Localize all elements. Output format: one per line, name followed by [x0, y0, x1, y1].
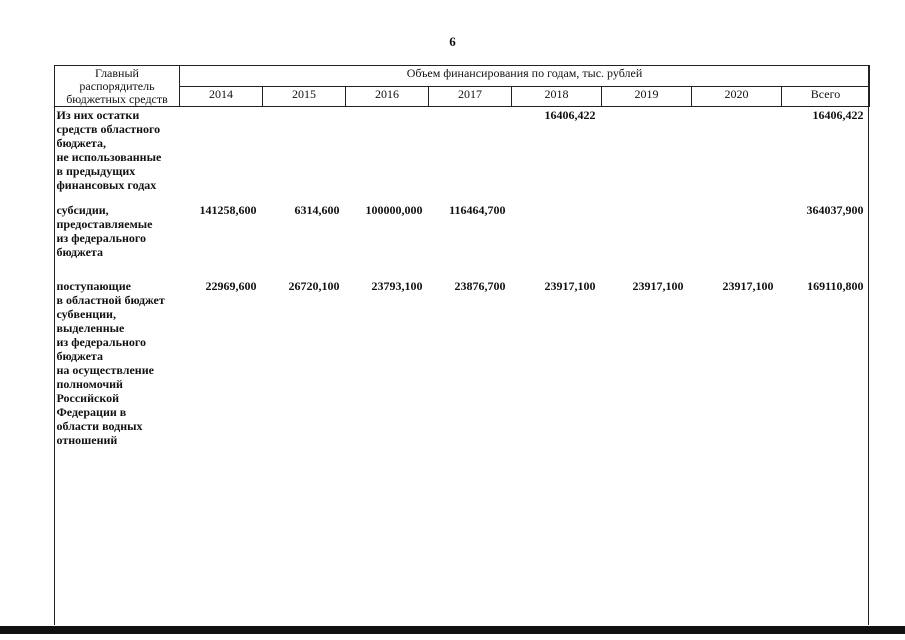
column-header-2016: 2016 [346, 86, 429, 107]
label-line: бюджета, [56, 136, 106, 150]
cell-2020 [692, 107, 782, 204]
label-line: предоставляемые [56, 217, 153, 231]
column-header-total: Всего [782, 86, 870, 107]
cell-2015: 6314,600 [294, 203, 340, 217]
cell-total: 169110,800 [807, 279, 864, 293]
label-line: бюджета [56, 245, 103, 259]
label-line: полномочий [56, 377, 123, 391]
row-label-federal-subventions [55, 279, 180, 447]
header-line: распорядитель [79, 79, 155, 93]
cell-2020: 23917,100 [722, 279, 774, 293]
label-line: выделенные [56, 321, 125, 335]
label-line: из федерального [56, 231, 147, 245]
label-line: Из них остатки [56, 108, 140, 122]
column-header-2018: 2018 [512, 86, 602, 107]
row-label-remaining-funds [55, 107, 180, 204]
page-number: 6 [449, 34, 456, 49]
cell-2016: 100000,000 [365, 203, 423, 217]
cell-2017: 23876,700 [454, 279, 506, 293]
cell-2016: 23793,100 [371, 279, 423, 293]
cell-2018: 16406,422 [544, 108, 596, 122]
cell-2015: 26720,100 [288, 279, 340, 293]
table-row [55, 279, 870, 447]
header-financing-volume: Объем финансирования по годам, тыс. рублей [180, 66, 870, 87]
column-header-2017: 2017 [429, 86, 512, 107]
label-line: не использованные [56, 150, 162, 164]
cell-2014: 141258,600 [199, 203, 257, 217]
table-row [55, 107, 870, 204]
label-line: отношений [56, 433, 118, 447]
header-main-distributor [55, 66, 180, 107]
cell-total: 364037,900 [806, 203, 864, 217]
cell-2018 [512, 203, 602, 279]
label-line: в предыдущих [56, 164, 136, 178]
cell-2017 [429, 107, 512, 204]
cell-2018: 23917,100 [544, 279, 596, 293]
cell-2020 [692, 203, 782, 279]
label-line: субвенции, [56, 307, 116, 321]
label-line: области водных [56, 419, 143, 433]
cell-2015 [263, 107, 346, 204]
column-header-2015: 2015 [263, 86, 346, 107]
header-line: Главный [95, 66, 139, 80]
row-label-federal-subsidies [55, 203, 180, 279]
cell-2019 [602, 203, 692, 279]
scan-bottom-edge [0, 626, 905, 634]
label-line: поступающие [56, 279, 131, 293]
cell-2019 [602, 107, 692, 204]
column-header-2019: 2019 [602, 86, 692, 107]
cell-2014: 22969,600 [205, 279, 257, 293]
label-line: Российской [56, 391, 120, 405]
label-line: средств областного [56, 122, 161, 136]
label-line: в областной бюджет [56, 293, 165, 307]
column-header-2020: 2020 [692, 86, 782, 107]
table-row [55, 203, 870, 279]
cell-2014 [180, 107, 263, 204]
label-line: на осуществление [56, 363, 154, 377]
cell-total: 16406,422 [812, 108, 864, 122]
financing-table [54, 65, 870, 447]
header-line: бюджетных средств [66, 92, 168, 106]
cell-2016 [346, 107, 429, 204]
column-header-2014: 2014 [180, 86, 263, 107]
cell-2017: 116464,700 [449, 203, 506, 217]
label-line: финансовых годах [56, 178, 157, 192]
cell-2019: 23917,100 [632, 279, 684, 293]
label-line: из федерального [56, 335, 147, 349]
label-line: Федерации в [56, 405, 127, 419]
label-line: субсидии, [56, 203, 109, 217]
label-line: бюджета [56, 349, 103, 363]
